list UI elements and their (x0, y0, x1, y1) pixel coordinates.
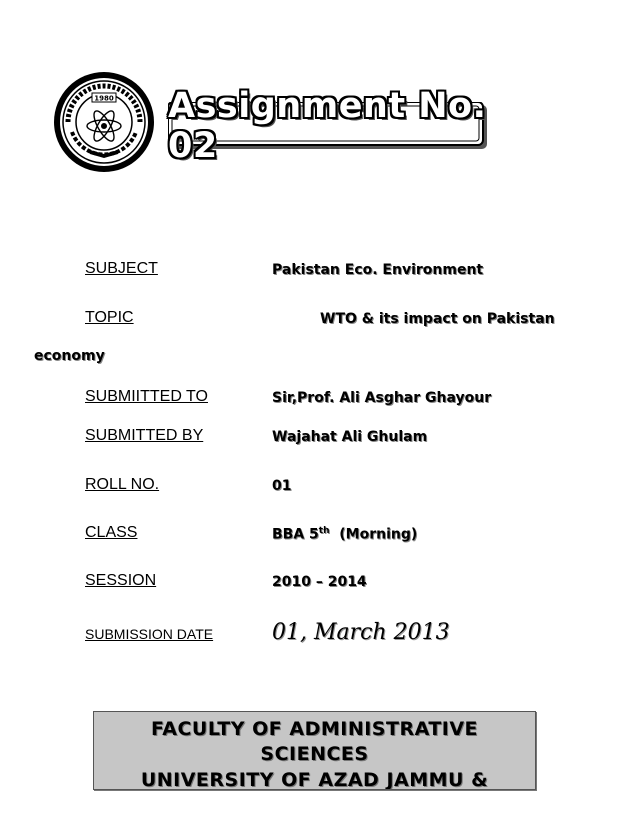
submitted-by-value: Wajahat Ali Ghulam (272, 429, 428, 445)
assignment-title: Assignment No. 02 (168, 86, 487, 166)
submission-date-label: SUBMISSION DATE (85, 626, 214, 642)
topic-value: WTO & its impact on Pakistan (320, 311, 555, 327)
university-line: UNIVERSITY OF AZAD JAMMU & (140, 769, 489, 790)
subject-value: Pakistan Eco. Environment (272, 262, 484, 278)
submitted-to-value: Sir,Prof. Ali Asghar Ghayour (272, 390, 492, 406)
session-value: 2010 – 2014 (272, 574, 367, 590)
class-value-rest: (Morning) (329, 526, 418, 543)
class-value-main: BBA 5 (272, 526, 319, 543)
class-label: CLASS (85, 524, 138, 541)
submission-date-value: 01, March 2013 (272, 620, 450, 645)
faculty-line-1: FACULTY OF ADMINISTRATIVE (150, 718, 479, 740)
topic-value-continued: economy (34, 348, 105, 364)
university-seal-logo (52, 70, 156, 174)
faculty-box (93, 711, 536, 790)
faculty-line-2: SCIENCES (260, 743, 369, 765)
roll-no-label: ROLL NO. (85, 476, 160, 493)
roll-no-value: 01 (272, 478, 292, 494)
submitted-to-label: SUBMIITTED TO (85, 388, 208, 405)
seal-year: 1980 (94, 94, 114, 103)
submitted-by-label: SUBMITTED BY (85, 427, 204, 444)
class-value-superscript: th (318, 526, 330, 536)
topic-label: TOPIC (85, 309, 134, 326)
session-label: SESSION (85, 572, 157, 589)
class-value (272, 526, 417, 543)
assignment-title-banner (168, 86, 488, 166)
subject-label: SUBJECT (85, 260, 158, 277)
